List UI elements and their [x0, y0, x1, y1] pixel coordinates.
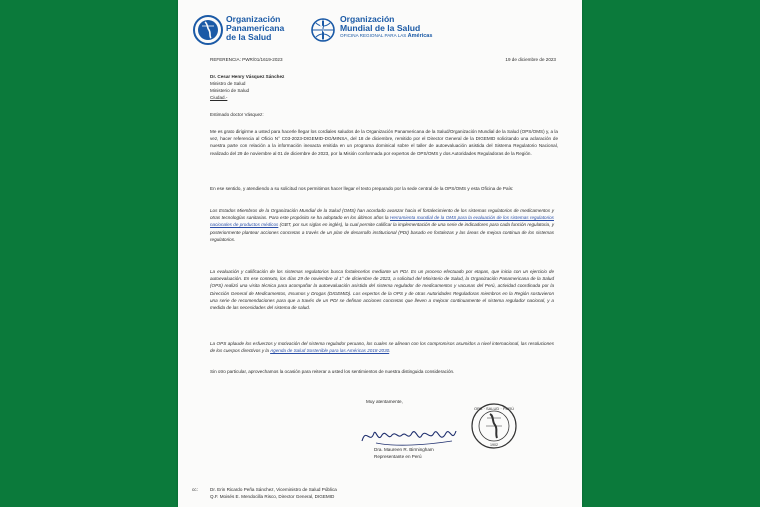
paho-emblem-icon — [192, 14, 224, 46]
quote-paragraph-1 — [210, 207, 554, 243]
quote-paragraph-3 — [210, 340, 554, 354]
cc-label: cc: — [192, 487, 198, 492]
who-emblem-icon — [308, 15, 338, 45]
quote-3-text-a: La OPS aplaude los esfuerzos y motivación del sistema regulador peruano, los cuales se alinean con los compromisos asumidos a nivel internacional, las resoluciones de los cuerpos directivos y la — [210, 341, 554, 354]
cc-recipient-1: Dr. Erin Ricardo Peña Sánchez, Viceministro de Salud Pública — [210, 487, 337, 492]
seal-text: OPS · SALUD · PERÚ — [473, 406, 515, 411]
gbt-link[interactable]: Herramienta mundial de la OMS para la evaluación de los sistemas regulatorios nacionales de productos médicos — [210, 215, 554, 228]
who-region: Américas — [407, 33, 433, 39]
signer-title: Representante en Perú — [374, 454, 422, 459]
quote-1-text-a: Los Estados Miembros de la Organización Mundial de la Salud (OMS) han acordado avanzar hacia el fortalecimiento de los sistemas regulatorios de medicamentos y otras tecnologías sanitarias. Para este propósito se ha adoptado en los últimos años la — [210, 208, 554, 221]
salutation: Muy atentamente, — [366, 399, 403, 404]
recipient-block — [210, 73, 284, 101]
letter-page — [178, 0, 582, 507]
agenda-link[interactable]: Agenda de Salud Sostenible para las Américas 2018-2030 — [270, 348, 390, 354]
who-name-line-1: Organización — [340, 14, 395, 24]
letterhead — [192, 12, 572, 52]
recipient-city: Ciudad.- — [210, 95, 228, 100]
official-seal — [470, 402, 518, 450]
reference-number: REFERENCIA: PWR/01/1619-2023 — [210, 57, 283, 62]
quote-paragraph-2: La evaluación y calificación de los sistemas regulatorios busca fortalecerlos mediante un PDI. Es un proceso efectuado por etapas, que inicia con un ejercicio de autoevaluación. En ese contexto, los días 29 de noviembre al 1° de diciembre de 2023, a solicitud del Ministerio de Salud, la Organización Panamericana de la Salud (OPS) realizó una visita técnica para acompañar la autoevaluación asistida del sistema regulador de medicamentos y vacunas del Perú, actividad coordinada por la Dirección General de Medicamentos, Insumos y Drogas (DIGEMID). Los expertos de la OPS y de otras Autoridades Reguladoras miembros en la Región sostuvieron una serie de recomendaciones para que a través de un PDI se definan acciones concretas que lleven a mejorar continuamente el sistema regulador nacional, y a medida de las necesidades del sistema de salud. — [210, 269, 554, 311]
quote-3-text-b: . — [389, 348, 391, 354]
paragraph-2: En ese sentido, y atendiendo a su solicitud nos permitimos hacer llegar el texto preparado por la sede central de la OPS/OMS y esta Oficina de País: — [210, 186, 514, 191]
paragraph-3: Sin otro particular, aprovechamos la ocasión para reiterar a usted los sentimientos de nuestra distinguida consideración. — [210, 369, 455, 374]
cc-recipient-2: Q.F. Moisés E. Mendocilla Risco, Director General, DIGEMID — [210, 494, 335, 500]
signer-name: Dra. Maureen R. Birmingham — [374, 447, 434, 452]
signer-block — [374, 446, 434, 460]
greeting: Estimado doctor Vásquez: — [210, 112, 264, 117]
recipient-name: Dr. Cesar Henry Vásquez Sánchez — [210, 74, 285, 79]
who-tagline: OFICINA REGIONAL PARA LAS — [340, 33, 407, 38]
paho-name-line-1: Organización — [226, 14, 281, 24]
recipient-org: Ministerio de Salud — [210, 88, 250, 93]
seal-year: 1902 — [490, 443, 498, 447]
quote-1-text-b: (GBT, por sus siglas en inglés), la cual permite calificar la implementación de una serie de indicadores para cada función regulatoria, y posteriormente plantear acciones concretas a través de un plan de desarrollo institucional (PDI) basado en fortalezas y las áreas de mejora continua de los sistemas regulatorios. — [210, 222, 555, 242]
recipient-title: Ministro de Salud — [210, 81, 246, 86]
paho-name-line-3: de la Salud — [226, 32, 272, 42]
who-logo — [308, 12, 458, 50]
paho-name-line-2: Panamericana — [226, 23, 285, 33]
paragraph-1: Me es grato dirigirme a usted para hacerle llegar los cordiales saludos de la Organización Panamericana de la Salud/Organización Mundial de la Salud (OPS/OMS) y, a la vez, hacer referencia al Oficio N° C03-2023-DIGEMID-DG/MINSA, del 18 de diciembre, remitido por el Director General de la DIGEMID solicitando una aclaración de nuestra parte con relación a la información inexacta emitida en un programa dominical sobre el taller de autoevaluación asistida del Sistema Regulatorio Nacional, realizado del 29 de noviembre al 01 de diciembre de 2023, por la Misión conformada por expertos de OPS/OMS y dos Autoridades Reguladoras de la Región. — [210, 129, 558, 156]
who-name-line-2: Mundial de la Salud — [340, 23, 421, 33]
letter-date: 19 de diciembre de 2023 — [505, 57, 556, 62]
